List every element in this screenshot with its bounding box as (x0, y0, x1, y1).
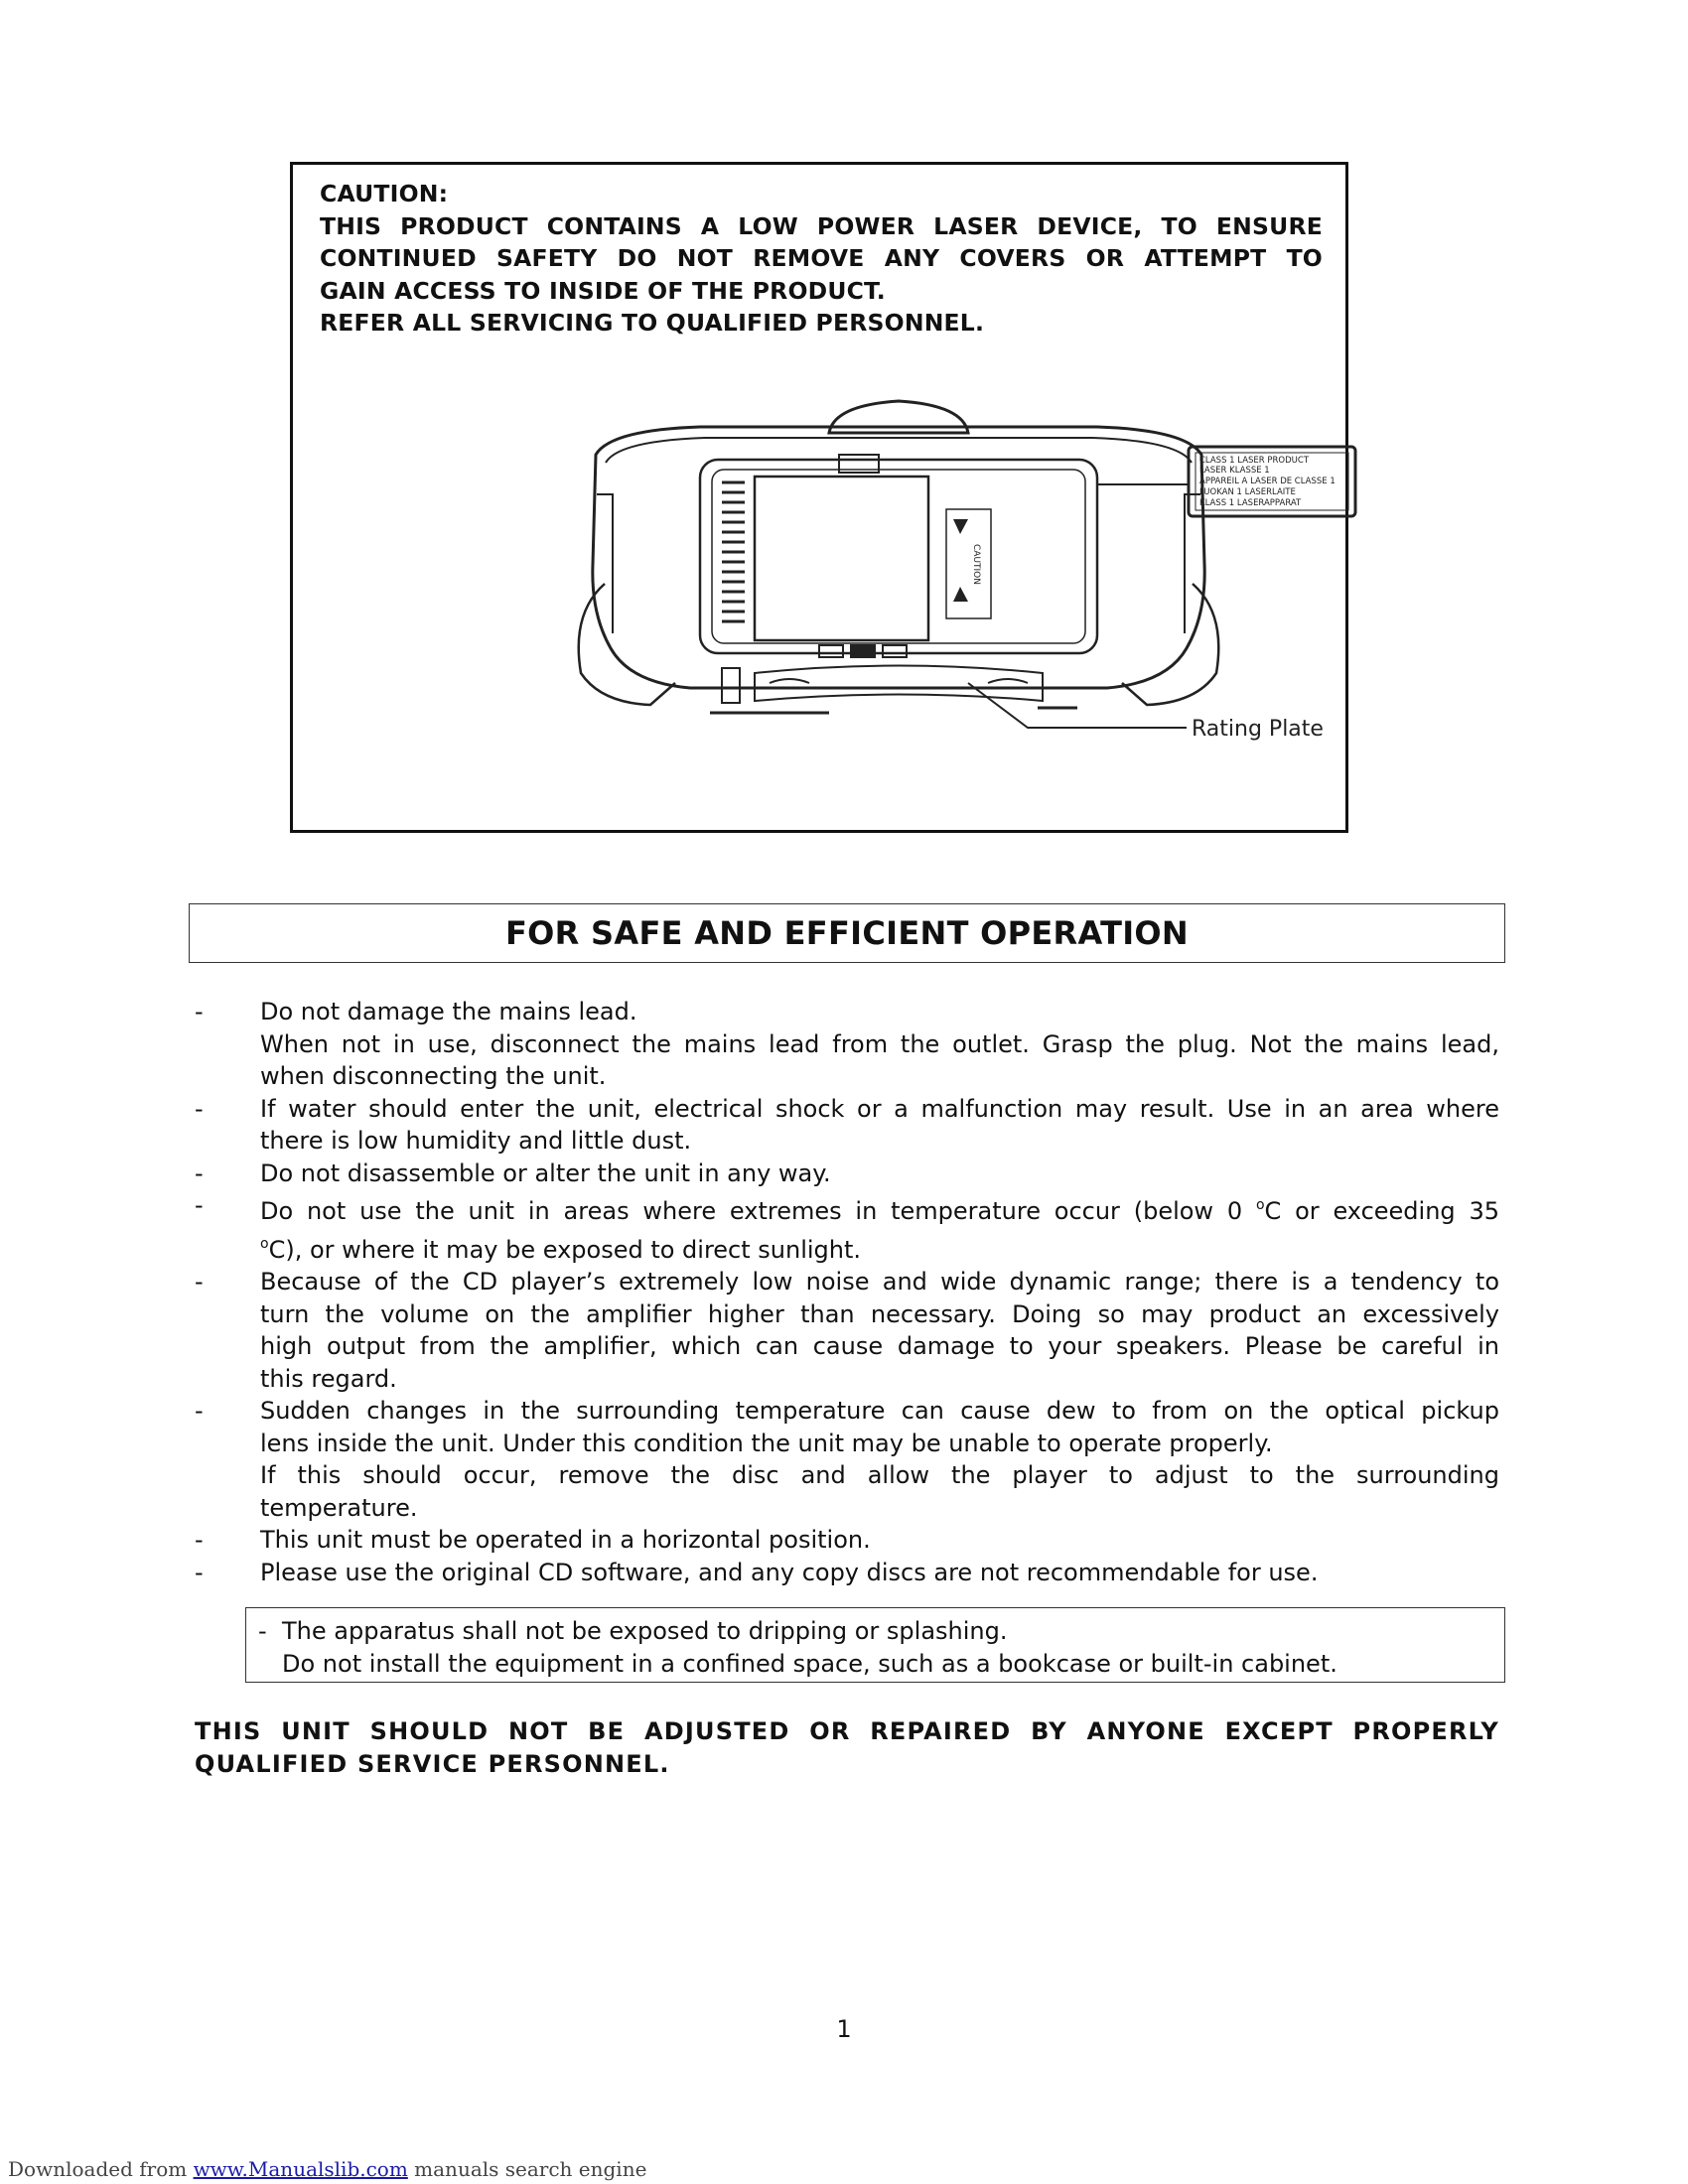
page-number: 1 (836, 2015, 852, 2043)
note-line-1: The apparatus shall not be exposed to dripping or splashing. (282, 1617, 1008, 1645)
caution-line-3: GAIN ACCESS TO INSIDE OF THE PRODUCT. (320, 276, 886, 305)
list-item (189, 1524, 1499, 1557)
bullet-dash: - (195, 1526, 204, 1554)
bullet-dash: - (195, 1268, 204, 1296)
list-item-line: This unit must be operated in a horizontal position. (260, 1526, 871, 1554)
bullet-dash: - (195, 998, 204, 1025)
list-item (189, 1093, 1499, 1158)
rating-plate-label: Rating Plate (1192, 717, 1324, 742)
list-item-line: Please use the original CD software, and any copy discs are not recommendable for use. (260, 1558, 1319, 1586)
caution-box (290, 162, 1348, 833)
laser-label-line: LASER KLASSE 1 (1199, 466, 1270, 476)
list-item-line: lens inside the unit. Under this condition the unit may be unable to operate properly. (260, 1429, 1273, 1457)
caution-title: CAUTION: (320, 180, 449, 207)
list-item-line: When not in use, disconnect the mains lead from the outlet. Grasp the plug. Not the mains lead, (260, 1029, 1499, 1058)
splash-warning-box (245, 1607, 1505, 1683)
download-footer (8, 2157, 646, 2181)
panel-warning-text: CAUTION (971, 544, 981, 585)
footer-prefix: Downloaded from (8, 2157, 194, 2181)
laser-label-line: KLASS 1 LASERAPPARAT (1199, 498, 1302, 508)
list-item-line: when disconnecting the unit. (260, 1062, 607, 1090)
section-heading: FOR SAFE AND EFFICIENT OPERATION (504, 914, 1189, 952)
list-item-line: Do not disassemble or alter the unit in any way. (260, 1159, 831, 1187)
bullet-dash: - (195, 1558, 204, 1586)
degree-sign: o (260, 1235, 269, 1252)
caution-line-1: THIS PRODUCT CONTAINS A LOW POWER LASER DEVICE, TO ENSURE (320, 211, 1323, 240)
caution-text (320, 178, 1323, 340)
list-item-line (260, 1189, 1499, 1228)
temperature-text: Do not use the unit in areas where extremes in temperature occur (below 0 (260, 1197, 1256, 1225)
list-item (189, 1189, 1499, 1266)
list-item-line: Do not damage the mains lead. (260, 998, 637, 1025)
service-warning-line-1: THIS UNIT SHOULD NOT BE ADJUSTED OR REPAIRED BY ANYONE EXCEPT PROPERLY (195, 1717, 1499, 1745)
list-item (189, 1557, 1499, 1589)
bullet-dash: - (195, 1094, 204, 1123)
list-item-line: temperature. (260, 1493, 418, 1522)
service-warning-line-2: QUALIFIED SERVICE PERSONNEL. (195, 1749, 670, 1778)
laser-label-line: LUOKAN 1 LASERLAITE (1199, 487, 1296, 497)
list-item-line: If this should occur, remove the disc and allow the player to adjust to the surrounding (260, 1461, 1499, 1489)
list-item-line (260, 1228, 1499, 1267)
caution-line-4: REFER ALL SERVICING TO QUALIFIED PERSONNEL. (320, 309, 985, 337)
footer-suffix: manuals search engine (407, 2157, 647, 2181)
device-rear-diagram (501, 385, 1336, 762)
list-item (189, 1395, 1499, 1524)
list-item-line: there is low humidity and little dust. (260, 1127, 692, 1155)
caution-line-2: CONTINUED SAFETY DO NOT REMOVE ANY COVERS OR ATTEMPT TO (320, 244, 1323, 272)
bullet-dash: - (258, 1617, 267, 1645)
list-item-line: Because of the CD player’s extremely low noise and wide dynamic range; there is a tendency to (260, 1268, 1499, 1296)
service-warning (195, 1715, 1499, 1780)
temperature-text: C), or where it may be exposed to direct sunlight. (268, 1235, 862, 1264)
list-item-line: Sudden changes in the surrounding temperature can cause dew to from on the optical pickup (260, 1397, 1499, 1425)
bullet-dash: - (195, 1191, 204, 1219)
list-item-line: this regard. (260, 1364, 397, 1393)
list-item-line: If water should enter the unit, electrical shock or a malfunction may result. Use in an area where (260, 1094, 1499, 1123)
list-item (189, 996, 1499, 1093)
laser-label-line: APPAREIL A LASER DE CLASSE 1 (1199, 477, 1336, 486)
list-item-line: high output from the amplifier, which can cause damage to your speakers. Please be careful in (260, 1332, 1499, 1360)
laser-label-line: CLASS 1 LASER PRODUCT (1199, 456, 1310, 466)
degree-sign: o (1255, 1197, 1265, 1213)
manualslib-link[interactable]: www.Manualslib.com (193, 2157, 408, 2181)
bullet-dash: - (195, 1159, 204, 1187)
note-line-2: Do not install the equipment in a confined space, such as a bookcase or built-in cabinet. (282, 1649, 1337, 1678)
safety-list (189, 996, 1499, 1588)
list-item-line: turn the volume on the amplifier higher than necessary. Doing so may product an excessively (260, 1299, 1499, 1328)
bullet-dash: - (195, 1397, 204, 1425)
temperature-text: C or exceeding 35 (1264, 1197, 1499, 1225)
list-item (189, 1266, 1499, 1395)
section-heading-box (189, 903, 1505, 963)
list-item (189, 1158, 1499, 1190)
